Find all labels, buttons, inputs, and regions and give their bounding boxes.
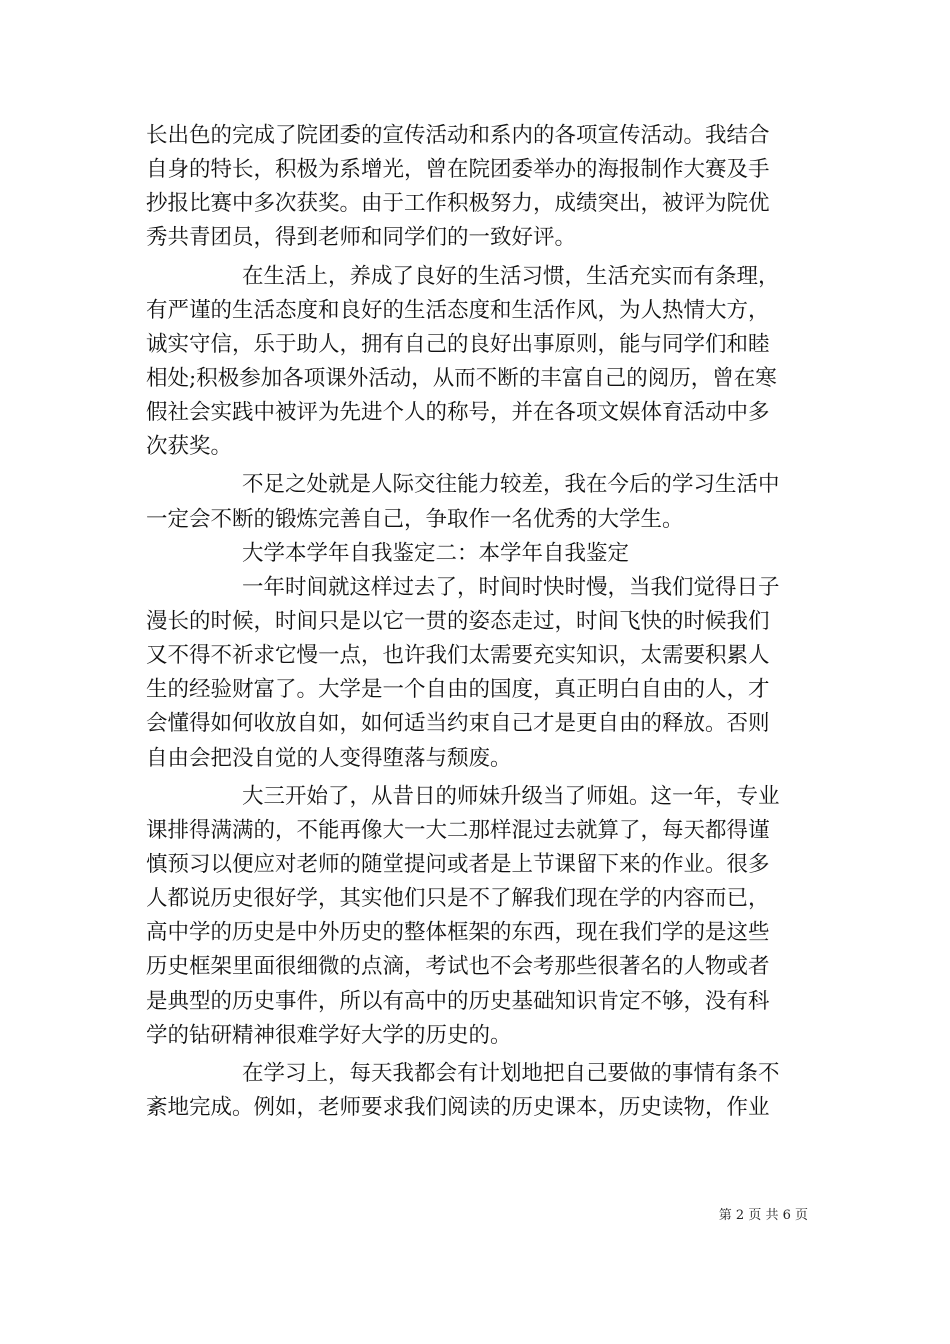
paragraph [146,119,808,256]
text-line: 一年时间就这样过去了，时间时快时慢，当我们觉得日子 [242,574,780,600]
text-line: 诚实守信，乐于助人，拥有自己的良好出事原则，能与同学们和睦 [146,331,770,357]
paragraph [146,537,808,571]
text-line: 有严谨的生活态度和良好的生活态度和生活作风，为人热情大方， [146,297,770,323]
text-line: 相处;积极参加各项课外活动，从而不断的丰富自己的阅历，曾在寒 [146,365,777,391]
text-line: 在生活上，养成了良好的生活习惯，生活充实而有条理， [242,263,780,289]
page-number-footer: 第 2 页 共 6 页 [718,1208,808,1223]
text-line: 不足之处就是人际交往能力较差，我在今后的学习生活中 [242,472,780,498]
text-line: 会懂得如何收放自如，如何适当约束自己才是更自由的释放。否则 [146,711,770,737]
text-line: 课排得满满的，不能再像大一大二那样混过去就算了，每天都得谨 [146,817,770,843]
text-line: 假社会实践中被评为先进个人的称号，并在各项文娱体育活动中多 [146,400,770,426]
paragraph [146,571,808,776]
text-line: 一定会不断的锻炼完善自己，争取作一名优秀的大学生。 [146,506,684,532]
text-line: 人都说历史很好学，其实他们只是不了解我们现在学的内容而已， [146,886,770,912]
text-line: 慎预习以便应对老师的随堂提问或者是上节课留下来的作业。很多 [146,851,770,877]
paragraph [146,1057,808,1125]
text-line: 大三开始了，从昔日的师妹升级当了师姐。这一年，专业 [242,783,780,809]
text-line: 学的钻研精神很难学好大学的历史的。 [146,1022,512,1048]
text-line: 长出色的完成了院团委的宣传活动和系内的各项宣传活动。我结合 [146,123,770,148]
text-line: 又不得不祈求它慢一点，也许我们太需要充实知识，太需要积累人 [146,643,770,669]
text-line: 次获奖。 [146,434,233,460]
text-line: 自由会把没自觉的人变得堕落与颓废。 [146,745,512,771]
text-line: 在学习上，每天我都会有计划地把自己要做的事情有条不 [242,1060,780,1086]
text-line: 抄报比赛中多次获奖。由于工作积极努力，成绩突出，被评为院优 [146,191,770,217]
text-line: 自身的特长，积极为系增光，曾在院团委举办的海报制作大赛及手 [146,157,770,183]
text-line: 大学本学年自我鉴定二：本学年自我鉴定 [242,540,630,566]
text-line: 秀共青团员，得到老师和同学们的一致好评。 [146,225,577,251]
paragraph [146,468,808,536]
text-line: 是典型的历史事件，所以有高中的历史基础知识肯定不够，没有科 [146,988,770,1014]
text-line: 生的经验财富了。大学是一个自由的国度，真正明白自由的人，才 [146,677,770,703]
paragraph [146,260,808,465]
text-line: 高中学的历史是中外历史的整体框架的东西，现在我们学的是这些 [146,920,770,946]
text-line: 历史框架里面很细微的点滴，考试也不会考那些很著名的人物或者 [146,954,770,980]
text-line: 紊地完成。例如，老师要求我们阅读的历史课本，历史读物，作业 [146,1094,770,1120]
text-line: 漫长的时候，时间只是以它一贯的姿态走过，时间飞快的时候我们 [146,608,770,634]
document-body [146,119,808,1125]
paragraph [146,780,808,1053]
